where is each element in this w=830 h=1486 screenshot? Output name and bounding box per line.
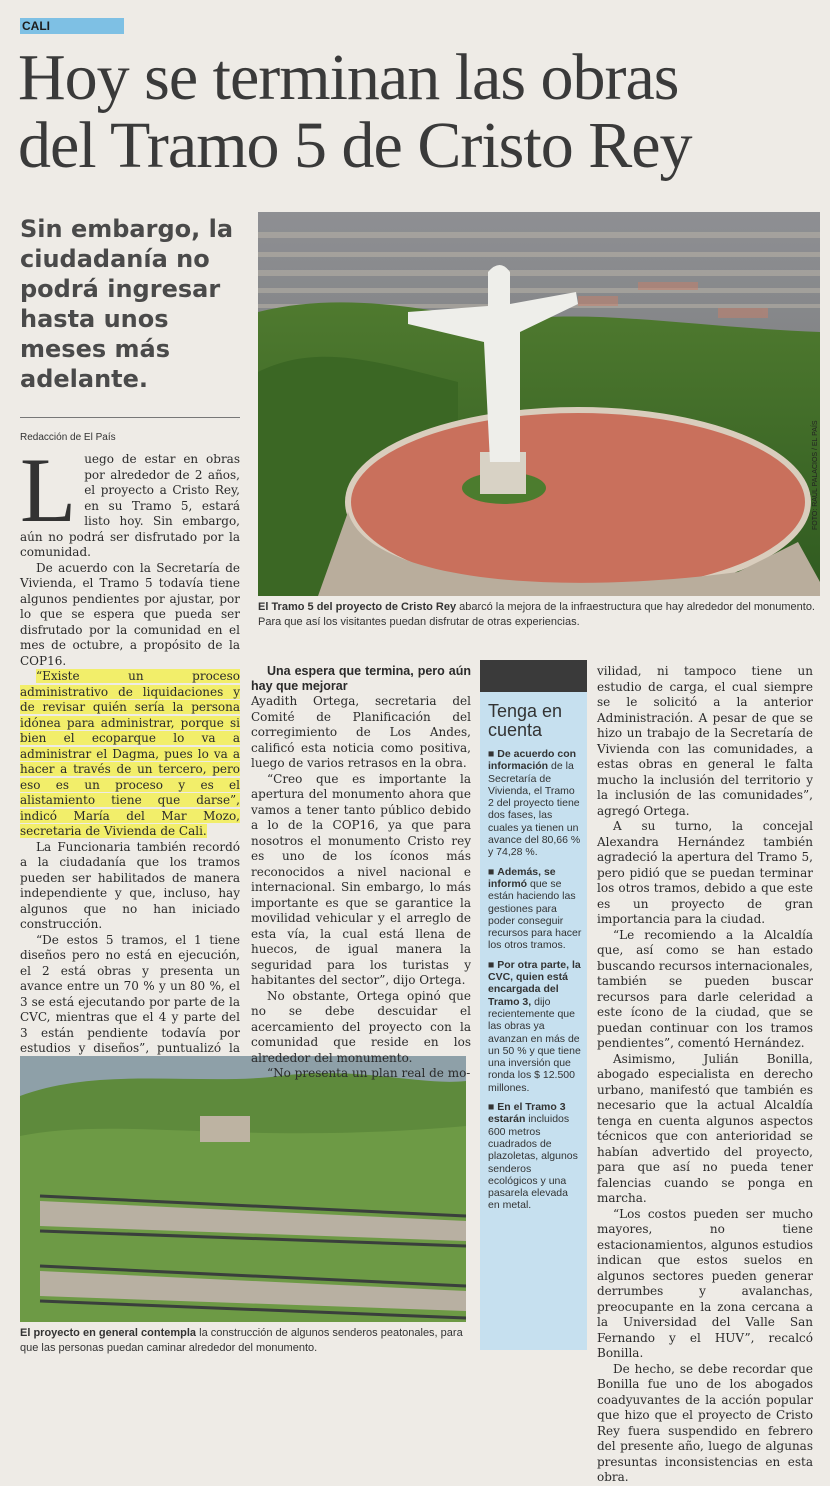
main-photo — [258, 212, 820, 596]
main-photo-caption — [258, 600, 820, 630]
sidebar-item-text: incluidos 600 metros cuadrados de plazoletas, algunos senderos ecológicos y una pasarela elevada en metal. — [488, 1113, 578, 1212]
second-caption-text: la construcción de algunos senderos peatonales, para que las personas puedan caminar alrededor del monumento. — [20, 1327, 463, 1354]
sidebar-item-bold: Además, se informó — [488, 865, 556, 890]
article-column-1 — [20, 439, 240, 1103]
sidebar-item-bold: En el Tramo 3 estarán — [488, 1101, 566, 1126]
sidebar-item-text: que se están haciendo las gestiones para poder conseguir recursos para hacer los otros tramos. — [488, 877, 582, 952]
highlighted-quote: “Existe un proceso administrativo de liquidaciones y de revisar quién sería la persona idónea para administrar, porque si bien el ecoparque lo va a administrar el Dagma, pues lo va a hacer a través de un tercero, pero eso es un proceso y es el alistamiento tiene que darse”, indicó María del Mar Mozo, secretaria de Vivienda de Cali. — [20, 669, 240, 838]
sidebar-item: ■ De acuerdo con información de la Secretaría de Vivienda, el Tramo 2 del proyecto tiene dos fases, las cuales ya tienen un avance del 80,66 % y 74,28 %. — [488, 748, 581, 859]
paragraph: vilidad, ni tampoco tiene un estudio de carga, el cual siempre se le solicitó a la anterior Administración. A pesar de que se hizo un trabajo de la Secretaría de Vivienda con las comunidades, a estas obras en general le falta mucho la inclusión del territorio y la inclusión de las comunidades”, agregó Ortega. — [597, 664, 813, 818]
section-tag: CALI — [20, 18, 124, 34]
main-caption-text: abarcó la mejora de la infraestructura que hay alrededor del monumento. Para que así los visitantes puedan disfrutar de otras experiencias. — [258, 601, 815, 628]
main-caption-bold: El Tramo 5 del proyecto de Cristo Rey — [258, 601, 457, 613]
article-column-2 — [251, 664, 471, 1082]
byline: Redacción de El País — [20, 432, 116, 443]
sidebar-item: ■ En el Tramo 3 estarán incluidos 600 metros cuadrados de plazoletas, algunos senderos ecológicos y una pasarela elevada en metal. — [488, 1101, 578, 1212]
headline — [18, 41, 818, 182]
paragraph: Asimismo, Julián Bonilla, abogado especialista en derecho urbano, manifestó que también es necesario que la actual Alcaldía tenga en cuenta algunos aspectos técnicos que con anterioridad se habían advertido del proyecto, para que así no pueda tener falencias cuando se ponga en marcha. — [597, 1051, 813, 1205]
paragraph — [20, 669, 240, 840]
divider — [20, 417, 240, 418]
paragraph: A su turno, la concejal Alexandra Hernández también agradeció la apertura del Tramo 5, pero pidió que se puedan terminar los otros tramos, debido a que este es un proyecto de gran importancia para la ciudad. — [597, 819, 813, 926]
secondary-photo — [20, 1056, 466, 1322]
sidebar-item: ■ Por otra parte, la CVC, quien está encargada del Tramo 3, dijo recientemente que las obras ya avanzan en más de un 50 % y que tiene una inversión que ronda los $ 12.500 millones. — [488, 958, 581, 1094]
paragraph: “Le recomiendo a la Alcaldía que, así como se han estado buscando recursos internacionales, también se pueden buscar recursos para darle celeridad a este ícono de la ciudad, que se puedan continuar con los tramos pendientes”, comentó Hernández. — [597, 927, 813, 1050]
headline-line-2: del Tramo 5 de Cristo Rey — [18, 109, 692, 182]
paragraph — [20, 439, 240, 561]
paragraph: De acuerdo con la Secretaría de Vivienda, el Tramo 5 todavía tiene algunos pendientes por ajustar, por lo que se espera que pueda ser disfrutado por la comunidad en el mes de octubre, a propósito de la COP16. — [20, 560, 240, 668]
paragraph: De hecho, se debe recordar que Bonilla fue uno de los abogados coadyuvantes de la acción popular que hizo que el proyecto de Cristo Rey fuera suspendido en febrero del presente año, luego de algunas presuntas inconsistencias en esta obra. — [597, 1361, 813, 1484]
sidebar-box-body — [488, 748, 582, 1219]
subheadline: Sin embargo, la ciudadanía no podrá ingresar hasta unos meses más adelante. — [20, 215, 234, 393]
cristo-rey-photo-illustration — [258, 212, 820, 596]
section-subtitle: Una espera que termina, pero aún hay que mejorar — [251, 664, 471, 693]
secondary-photo-caption — [20, 1326, 466, 1356]
drop-cap: L — [20, 439, 77, 541]
paragraph: “De estos 5 tramos, el 1 tiene diseños pero no está en ejecución, el 2 está obras y presenta un avance entre un 70 % y un 80 %, el 3 se está ejecutando por parte de la CVC, mientras que el 4 y parte del 3 están pendiente todavía por estudios y diseños”, puntualizó la — [20, 932, 240, 1055]
walkway-photo-illustration — [20, 1056, 466, 1322]
sidebar-item-bold: De acuerdo con información — [488, 748, 577, 773]
sidebar-box-header-bar — [480, 660, 587, 692]
paragraph: La Funcionaria también recordó a la ciudadanía que los tramos pueden ser habilitados de manera independiente y que, incluso, hay algunos que no han iniciado construcción. — [20, 839, 240, 931]
sidebar-box — [480, 660, 587, 1350]
photo-credit: FOTO: RAÚL PALACIOS / EL PAÍS — [812, 420, 819, 530]
sidebar-item-text: de la Secretaría de Vivienda, el Tramo 2 del proyecto tiene dos fases, las cuales ya tienen un avance del 80,66 % y 74,28 %. — [488, 760, 581, 859]
paragraph: “No presenta un plan real de mo- — [267, 1066, 471, 1080]
sidebar-box-title: Tenga en cuenta — [488, 701, 563, 740]
paragraph-text: uego de estar en obras por alrededor de 2 años, el proyecto a Cristo Rey, en su Tramo 5, estará listo hoy. Sin embargo, aún no podrá ser disfrutado por la comunidad. — [20, 452, 240, 559]
sidebar-item-text: dijo recientemente que las obras ya avanzan en más de un 50 % y que tiene una inversión que ronda los $ 12.500 millones. — [488, 995, 581, 1094]
paragraph: No obstante, Ortega opinó que no se debe descuidar el acercamiento del proyecto con la comunidad que reside en los alrededor del monumento. — [251, 988, 471, 1065]
headline-line-1: Hoy se terminan las obras — [18, 41, 679, 114]
paragraph: Ayadith Ortega, secretaria del Comité de Planificación del corregimiento de Los Andes, calificó esta noticia como positiva, luego de varios retrasos en la obra. — [251, 694, 471, 770]
second-caption-bold: El proyecto en general contempla — [20, 1327, 197, 1339]
sidebar-item: ■ Además, se informó que se están haciendo las gestiones para poder conseguir recursos para hacer los otros tramos. — [488, 865, 582, 952]
paragraph: “Los costos pueden ser mucho mayores, no tiene estacionamientos, algunos estudios indican que estos suelos en algunos sectores pueden generar derrumbes y avalanchas, preocupante en la zona cercana a la Universidad del Valle San Fernando y el HUV”, recalcó Bonilla. — [597, 1206, 813, 1360]
article-column-4 — [597, 664, 813, 1486]
paragraph: “Creo que es importante la apertura del monumento ahora que vamos a tener tanto público debido a lo de la COP16, ya que para nosotros el monumento Cristo rey es uno de los íconos más reconocidos a nivel nacional e internacional. Sin embargo, lo más importante es que se garantice la movilidad vehicular y el arreglo de esta vía, la cual está llena de huecos, de igual manera la seguridad para los turistas y habitantes del sector”, dijo Ortega. — [251, 771, 471, 987]
sidebar-item-bold: Por otra parte, la CVC, quien está encargada del Tramo 3, — [488, 958, 581, 1008]
